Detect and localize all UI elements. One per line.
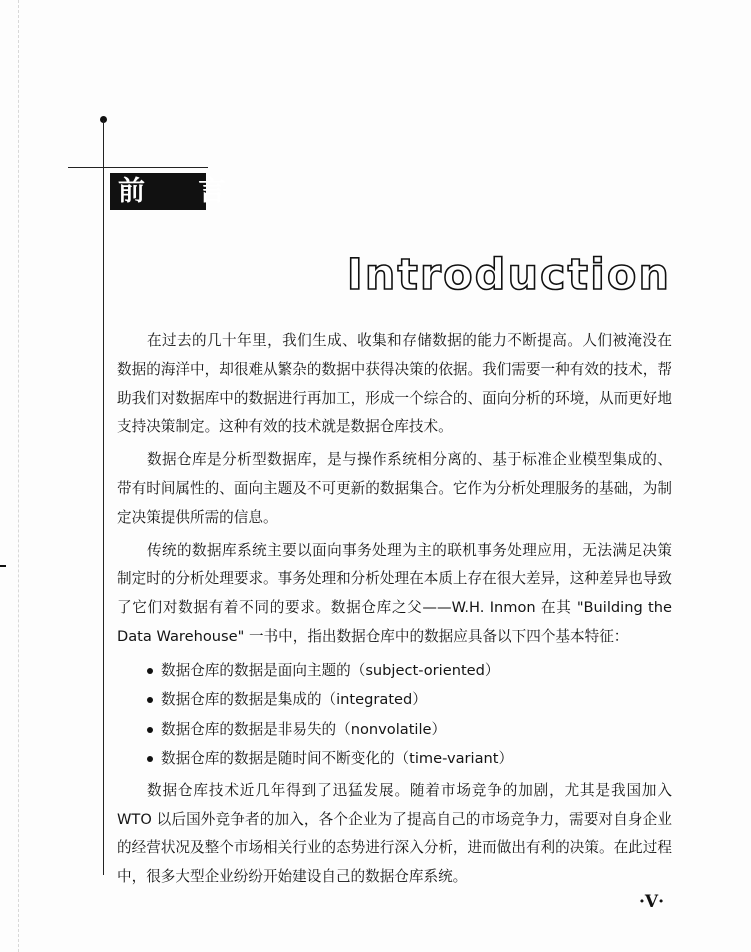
bullet-icon [147, 697, 153, 703]
list-item [117, 715, 672, 745]
list-item-text: 数据仓库的数据是随时间不断变化的（time-variant） [161, 750, 514, 768]
paragraph: 数据仓库是分析型数据库，是与操作系统相分离的、基于标准企业模型集成的、带有时间属性的、面向主题及不可更新的数据集合。它作为分析处理服务的基础，为制定决策提供所需的信息。 [117, 451, 672, 526]
paragraph: 在过去的几十年里，我们生成、收集和存储数据的能力不断提高。人们被淹没在数据的海洋中，却很难从繁杂的数据中获得决策的依据。我们需要一种有效的技术，帮助我们对数据库中的数据进行再加工，形成一个综合的、面向分析的环境，从而更好地支持决策制定。这种有效的技术就是数据仓库技术。 [117, 332, 672, 436]
english-title: Introduction [346, 250, 671, 300]
list-item [117, 744, 672, 774]
page-number: ·V· [639, 892, 665, 912]
bullet-icon [147, 668, 153, 674]
decorative-vertical-rule [103, 120, 104, 875]
decorative-horizontal-rule [68, 167, 208, 168]
scan-edge-line [18, 0, 20, 952]
body-text [117, 327, 672, 896]
list-item [117, 685, 672, 715]
bullet-icon [147, 727, 153, 733]
list-item-text: 数据仓库的数据是面向主题的（subject-oriented） [161, 661, 500, 679]
list-item-text: 数据仓库的数据是集成的（integrated） [161, 691, 427, 709]
closing-paragraph: 数据仓库技术近几年得到了迅猛发展。随着市场竞争的加剧，尤其是我国加入 WTO 以后国外竞争者的加入，各个企业为了提高自己的市场竞争力，需要对自身企业的经营状况及整个市场相关行业的态势进行深入分析，进而做出有利的决策。在此过程中，很多大型企业纷纷开始建设自己的数据仓库系统。 [117, 781, 672, 886]
list-item [117, 656, 672, 686]
margin-tick-mark [0, 565, 6, 567]
list-item-text: 数据仓库的数据是非易失的（nonvolatile） [161, 720, 447, 738]
chapter-heading: 前 言 [110, 173, 206, 210]
paragraph: 传统的数据库系统主要以面向事务处理为主的联机事务处理应用，无法满足决策制定时的分析处理要求。事务处理和分析处理在本质上存在很大差异，这种差异也导致了它们对数据有着不同的要求。数据仓库之父——W.H. Inmon 在其 "Building the Data Warehouse" 一书中，指出数据仓库中的数据应具备以下四个基本特征： [117, 541, 672, 645]
feature-list [117, 656, 672, 774]
bullet-icon [147, 756, 153, 762]
